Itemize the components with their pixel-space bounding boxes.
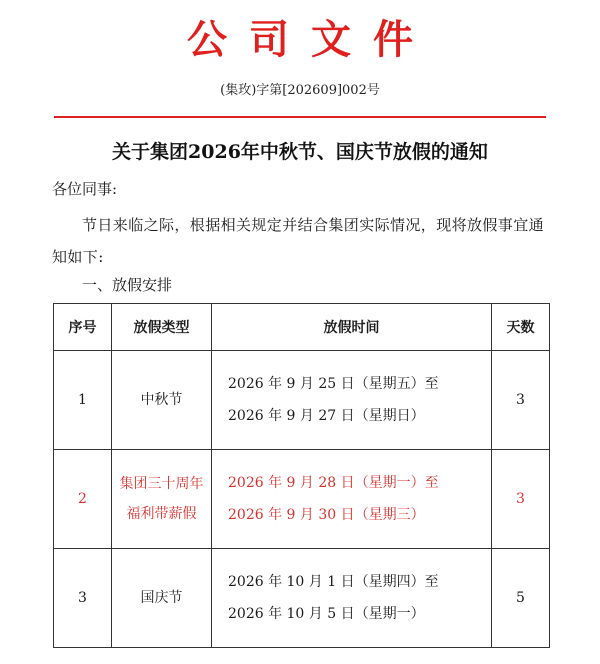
body-paragraph: 节日来临之际，根据相关规定并结合集团实际情况，现将放假事宜通知如下: — [52, 216, 545, 266]
table-row — [54, 351, 550, 450]
row-holiday-time — [212, 450, 492, 549]
holiday-time-start: 2026 年 9 月 28 日（星期一）至 — [228, 475, 439, 491]
table-row — [54, 450, 550, 549]
row-holiday-time — [212, 549, 492, 648]
holiday-time-end: 2026 年 10 月 5 日（星期一） — [228, 606, 425, 622]
holiday-type-line: 福利带薪假 — [126, 506, 197, 522]
holiday-type-line: 中秋节 — [140, 392, 183, 408]
row-holiday-time — [212, 351, 492, 450]
row-days: 3 — [492, 351, 550, 450]
header-holiday-time: 放假时间 — [212, 304, 492, 351]
row-index: 3 — [54, 549, 112, 648]
row-holiday-type — [112, 351, 212, 450]
header-divider — [54, 116, 546, 118]
row-index: 2 — [54, 450, 112, 549]
row-index: 1 — [54, 351, 112, 450]
holiday-time-end: 2026 年 9 月 27 日（星期日） — [228, 408, 425, 424]
row-holiday-type — [112, 450, 212, 549]
document-header-title: 公司文件 — [187, 16, 435, 63]
table-header-row — [54, 304, 550, 351]
holiday-time-start: 2026 年 9 月 25 日（星期五）至 — [228, 376, 439, 392]
table-row — [54, 549, 550, 648]
section-heading: 一、放假安排 — [82, 276, 173, 294]
holiday-time-start: 2026 年 10 月 1 日（星期四）至 — [228, 574, 439, 590]
greeting: 各位同事: — [52, 180, 118, 198]
holiday-time-end: 2026 年 9 月 30 日（星期三） — [228, 507, 425, 523]
holiday-type-line: 集团三十周年 — [119, 476, 204, 492]
holiday-type-line: 国庆节 — [140, 590, 183, 606]
header-index: 序号 — [54, 304, 112, 351]
notice-title: 关于集团2026年中秋节、国庆节放假的通知 — [112, 141, 488, 163]
document-number: (集玫)字第[202609]002号 — [220, 83, 380, 98]
row-days: 3 — [492, 450, 550, 549]
row-days: 5 — [492, 549, 550, 648]
header-days: 天数 — [492, 304, 550, 351]
row-holiday-type — [112, 549, 212, 648]
header-holiday-type: 放假类型 — [112, 304, 212, 351]
holiday-schedule-table — [53, 303, 550, 648]
